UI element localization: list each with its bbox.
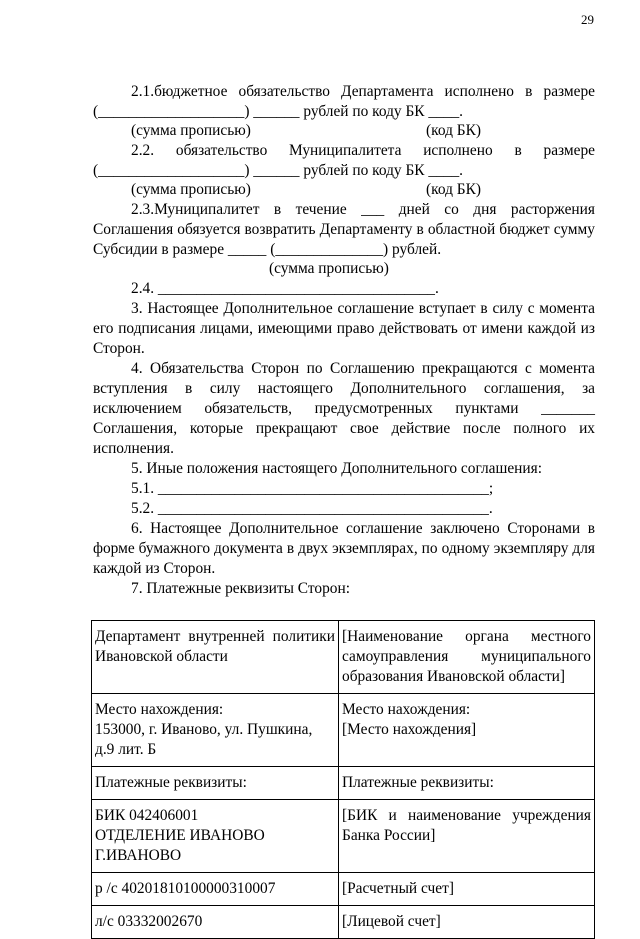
party-2-address-cell xyxy=(339,694,595,767)
clause-4-line-5: исполнения. xyxy=(93,440,174,457)
clause-3-line-3: Сторон. xyxy=(93,340,145,357)
clause-7: 7. Платежные реквизиты Сторон: xyxy=(131,580,350,597)
cell-line: [БИК и наименование учреждения xyxy=(342,807,591,824)
cell-line: Ивановской области xyxy=(95,648,228,665)
table-row xyxy=(92,767,595,800)
party-1-name-cell xyxy=(92,621,339,694)
clause-2-3-line-3: Субсидии в размере _____ (______________) рублей. xyxy=(93,241,442,258)
party-1-personal-account: л/с 03332002670 xyxy=(92,906,339,939)
party-1-requisites-label: Платежные реквизиты: xyxy=(92,767,339,800)
cell-line: Банка России] xyxy=(342,827,436,844)
cell-line: 153000, г. Иваново, ул. Пушкина, xyxy=(95,721,313,738)
cell-line: образования Ивановской области] xyxy=(342,668,566,685)
clause-2-1-line-2: (___________________) ______ рублей по коду БК ____. xyxy=(93,103,464,120)
clause-4-line-4: Соглашения, которые прекращают свое действие после полного их xyxy=(93,420,595,437)
clause-3-line-1: 3. Настоящее Дополнительное соглашение вступает в силу с момента xyxy=(131,300,595,317)
clause-2-1-caption-amount: (сумма прописью) xyxy=(131,122,251,139)
cell-line: [Наименование органа местного xyxy=(342,628,591,645)
payment-details-table xyxy=(91,620,595,939)
party-2-settlement-account: [Расчетный счет] xyxy=(339,873,595,906)
clause-6-line-1: 6. Настоящее Дополнительное соглашение заключено Сторонами в xyxy=(131,520,595,537)
clause-6-line-3: каждой из Сторон. xyxy=(93,560,216,577)
cell-line: [Место нахождения] xyxy=(342,721,477,738)
clause-5: 5. Иные положения настоящего Дополнительного соглашения: xyxy=(131,460,543,477)
party-2-requisites-label: Платежные реквизиты: xyxy=(339,767,595,800)
clause-2-2-caption-amount: (сумма прописью) xyxy=(131,181,251,198)
party-2-bank-cell xyxy=(339,800,595,873)
clause-2-4: 2.4. ____________________________________. xyxy=(131,280,439,297)
clause-2-2-caption-code: (код БК) xyxy=(426,181,481,198)
table-row xyxy=(92,800,595,873)
table-row xyxy=(92,621,595,694)
party-2-name-cell xyxy=(339,621,595,694)
party-1-address-cell xyxy=(92,694,339,767)
clause-2-3-line-1: 2.3.Муниципалитет в течение ___ дней со дня расторжения xyxy=(131,201,595,218)
page-number: 29 xyxy=(581,12,594,27)
clause-4-line-2: вступления в силу настоящего Дополнительного соглашения, за xyxy=(93,380,595,397)
clause-4-line-3: исключением обязательств, предусмотренных пунктами _______ xyxy=(93,400,595,417)
clause-5-1: 5.1. ___________________________________________; xyxy=(131,480,494,497)
clause-2-2-line-1: 2.2. обязательство Муниципалитета исполнено в размере xyxy=(131,142,595,159)
clause-5-2: 5.2. ___________________________________________. xyxy=(131,500,493,517)
cell-line: Место нахождения: xyxy=(95,701,224,718)
cell-line: Место нахождения: xyxy=(342,701,471,718)
cell-line: д.9 лит. Б xyxy=(95,741,157,758)
table-row xyxy=(92,873,595,906)
cell-line: самоуправления муниципального xyxy=(342,648,591,665)
clause-2-3-caption-amount: (сумма прописью) xyxy=(269,260,389,277)
cell-line: Г.ИВАНОВО xyxy=(95,847,182,864)
clause-3-line-2: его подписания лицами, имеющими право действовать от имени каждой из xyxy=(93,320,595,337)
clause-2-1-line-1: 2.1.бюджетное обязательство Департамента исполнено в размере xyxy=(131,83,595,100)
clause-2-3-line-2: Соглашения обязуется возвратить Департаменту в областной бюджет сумму xyxy=(93,221,595,238)
party-1-settlement-account: р /с 40201810100000310007 xyxy=(92,873,339,906)
clause-2-1-caption-code: (код БК) xyxy=(426,122,481,139)
table-row xyxy=(92,694,595,767)
cell-line: БИК 042406001 xyxy=(95,807,199,824)
cell-line: ОТДЕЛЕНИЕ ИВАНОВО xyxy=(95,827,265,844)
clause-4-line-1: 4. Обязательства Сторон по Соглашению прекращаются с момента xyxy=(131,360,595,377)
party-2-personal-account: [Лицевой счет] xyxy=(339,906,595,939)
table-row xyxy=(92,906,595,939)
clause-2-2-line-2: (___________________) ______ рублей по коду БК ____. xyxy=(93,162,464,179)
cell-line: Департамент внутренней политики xyxy=(95,628,335,645)
party-1-bank-cell xyxy=(92,800,339,873)
clause-6-line-2: форме бумажного документа в двух экземплярах, по одному экземпляру для xyxy=(93,540,595,557)
